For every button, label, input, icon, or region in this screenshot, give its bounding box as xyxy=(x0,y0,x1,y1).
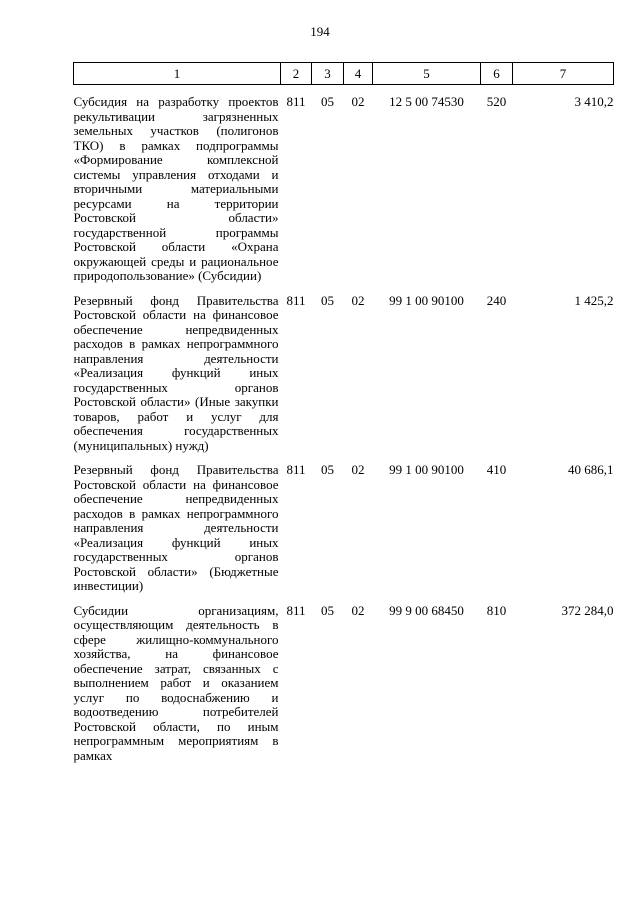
row-section-code: 05 xyxy=(321,94,334,109)
row-description: Резервный фонд Правительства Ростовской области на финансовое обеспечение непредвиденных расходов в рамках непрограммного направления деятельности «Реализация функций иных государственных органов Ростовской области» (Бюджетные инвестиции) xyxy=(73,462,279,593)
row-section-code: 05 xyxy=(321,462,334,477)
row-description: Субсидии организациям, осуществляющим деятельность в сфере жилищно-коммунального хозяйства, на финансовое обеспечение затрат, связанных с выполнением работ и оказанием услуг по водоснабжению и водоотведению потребителей Ростовской области, по иным непрограммным мероприятиям в рамках xyxy=(73,602,279,763)
row-ministry-code: 811 xyxy=(286,94,306,109)
row-amount: 3 410,2 xyxy=(574,94,614,109)
row-amount: 40 686,1 xyxy=(568,462,614,477)
row-section-code: 05 xyxy=(321,602,334,618)
row-target-article: 99 1 00 90100 xyxy=(389,292,464,308)
row-target-article: 12 5 00 74530 xyxy=(389,94,464,109)
column-header-6: 6 xyxy=(481,63,513,85)
table-row xyxy=(74,463,614,594)
row-expense-type: 810 xyxy=(486,602,507,618)
row-subsection-code: 02 xyxy=(351,462,365,477)
column-header-3: 3 xyxy=(312,63,344,85)
row-expense-type: 520 xyxy=(486,94,507,109)
column-header-7: 7 xyxy=(513,63,614,85)
table-row xyxy=(74,95,614,284)
row-target-article: 99 9 00 68450 xyxy=(389,602,464,618)
column-header-2: 2 xyxy=(281,63,312,85)
table-row xyxy=(74,604,614,764)
budget-table xyxy=(73,62,614,763)
row-description: Резервный фонд Правительства Ростовской области на финансовое обеспечение непредвиденных расходов в рамках непрограммного направления деятельности «Реализация функций иных государственных органов Ростовской области» (Иные закупки товаров, работ и услуг для обеспечения государственных (муниципальных) нужд) xyxy=(73,292,279,453)
row-subsection-code: 02 xyxy=(351,602,365,618)
row-amount: 372 284,0 xyxy=(561,602,614,618)
table-row xyxy=(74,294,614,454)
page-number: 194 xyxy=(310,24,330,39)
row-section-code: 05 xyxy=(321,292,334,308)
row-amount: 1 425,2 xyxy=(574,292,614,308)
column-header-5: 5 xyxy=(373,63,481,85)
column-header-4: 4 xyxy=(344,63,373,85)
row-target-article: 99 1 00 90100 xyxy=(389,462,464,477)
row-ministry-code: 811 xyxy=(286,292,306,308)
row-expense-type: 240 xyxy=(486,292,507,308)
row-ministry-code: 811 xyxy=(286,462,306,477)
column-header-1: 1 xyxy=(74,63,281,85)
row-expense-type: 410 xyxy=(486,462,507,477)
table-header-row xyxy=(74,63,614,85)
row-subsection-code: 02 xyxy=(351,94,365,109)
row-ministry-code: 811 xyxy=(286,602,306,618)
row-description: Субсидия на разработку проектов рекультивации загрязненных земельных участков (полигонов ТКО) в рамках подпрограммы «Формирование комплексной системы управления отходами и вторичными материальными ресурсами на территории Ростовской области» государственной программы Ростовской области «Охрана окружающей среды и рациональное природопользование» (Субсидии) xyxy=(73,94,279,283)
row-subsection-code: 02 xyxy=(351,292,365,308)
